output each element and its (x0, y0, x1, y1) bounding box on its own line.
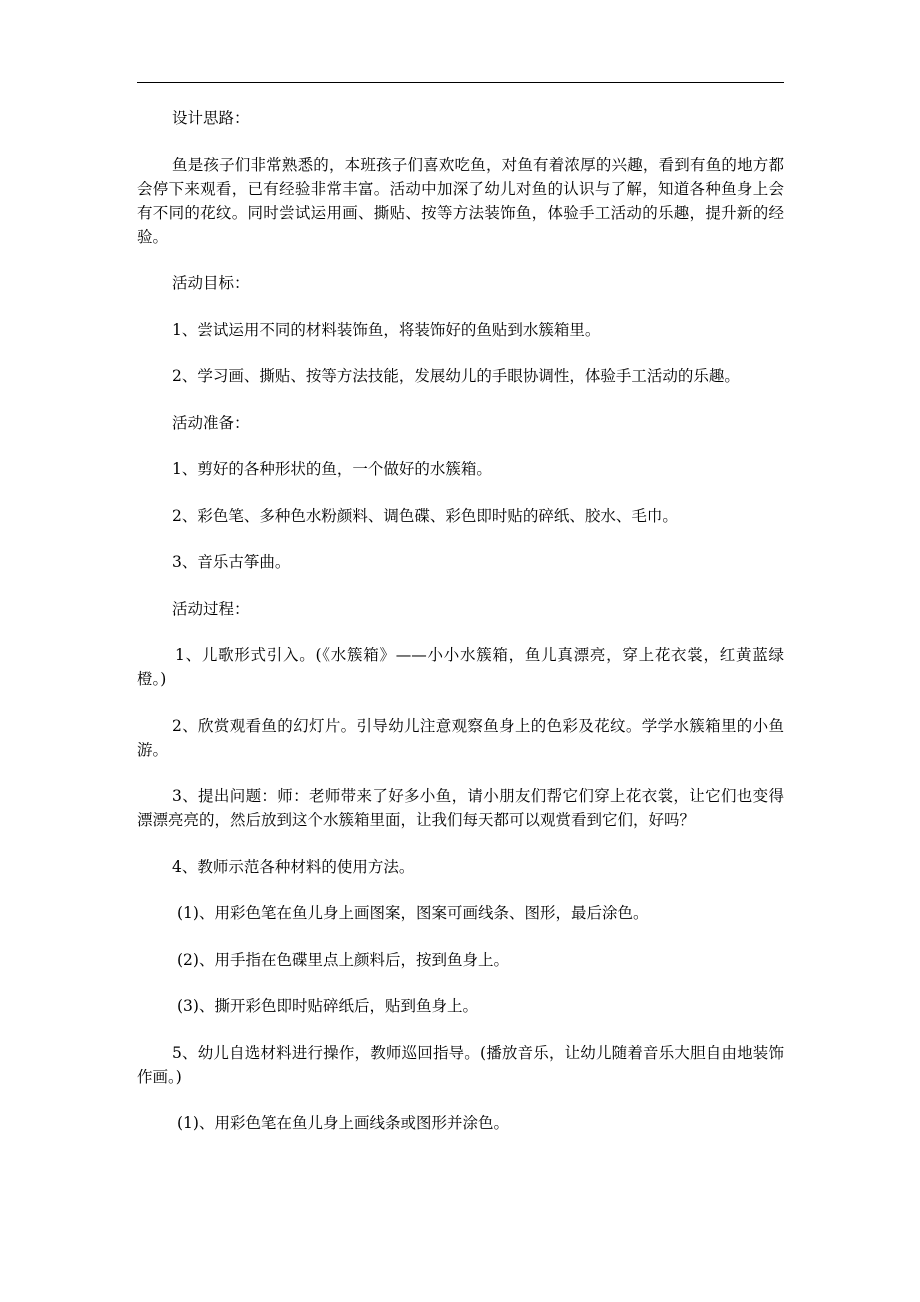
process-heading: 活动过程： (172, 599, 250, 618)
prep-item-3: 3、音乐古筝曲。 (172, 553, 291, 571)
process-item-5: 5、幼儿自选材料进行操作，教师巡回指导。(播放音乐，让幼儿随着音乐大胆自由地装饰作画。) (137, 1043, 784, 1086)
process-sub-item-4: (1)、用彩色笔在鱼儿身上画线条或图形并涂色。 (177, 1114, 509, 1132)
goals-heading: 活动目标： (172, 274, 250, 292)
document-body (137, 106, 784, 1158)
process-item-2: 2、欣赏观看鱼的幻灯片。引导幼儿注意观察鱼身上的色彩及花纹。学学水簇箱里的小鱼游。 (137, 716, 784, 759)
prep-item-2: 2、彩色笔、多种色水粉颜料、调色碟、彩色即时贴的碎纸、胶水、毛巾。 (172, 506, 678, 525)
prep-item-1: 1、剪好的各种形状的鱼，一个做好的水簇箱。 (172, 460, 492, 478)
process-sub-item-2: (2)、用手指在色碟里点上颜料后，按到鱼身上。 (177, 950, 509, 969)
process-item-1: 1、儿歌形式引入。(《水簇箱》——小小水簇箱，鱼儿真漂亮，穿上花衣裳，红黄蓝绿橙。) (137, 646, 784, 688)
process-sub-item-3: (3)、撕开彩色即时贴碎纸后，贴到鱼身上。 (177, 997, 478, 1015)
process-sub-item-1: (1)、用彩色笔在鱼儿身上画图案，图案可画线条、图形，最后涂色。 (177, 904, 649, 922)
prep-heading: 活动准备： (172, 413, 250, 432)
process-item-4: 4、教师示范各种材料的使用方法。 (172, 857, 415, 876)
design-heading: 设计思路： (172, 109, 250, 127)
process-item-3: 3、提出问题：师：老师带来了好多小鱼，请小朋友们帮它们穿上花衣裳，让它们也变得漂漂亮亮的，然后放到这个水簇箱里面，让我们每天都可以观赏看到它们，好吗？ (137, 787, 784, 829)
goal-item-2: 2、学习画、撕贴、按等方法技能，发展幼儿的手眼协调性，体验手工活动的乐趣。 (172, 367, 740, 385)
goal-item-1: 1、尝试运用不同的材料装饰鱼，将装饰好的鱼贴到水簇箱里。 (172, 320, 601, 339)
header-rule (137, 82, 784, 83)
design-text: 鱼是孩子们非常熟悉的，本班孩子们喜欢吃鱼，对鱼有着浓厚的兴趣，看到有鱼的地方都会停下来观看，已有经验非常丰富。活动中加深了幼儿对鱼的认识与了解，知道各种鱼身上会有不同的花纹。同时尝试运用画、撕贴、按等方法装饰鱼，体验手工活动的乐趣，提升新的经验。 (137, 155, 784, 246)
